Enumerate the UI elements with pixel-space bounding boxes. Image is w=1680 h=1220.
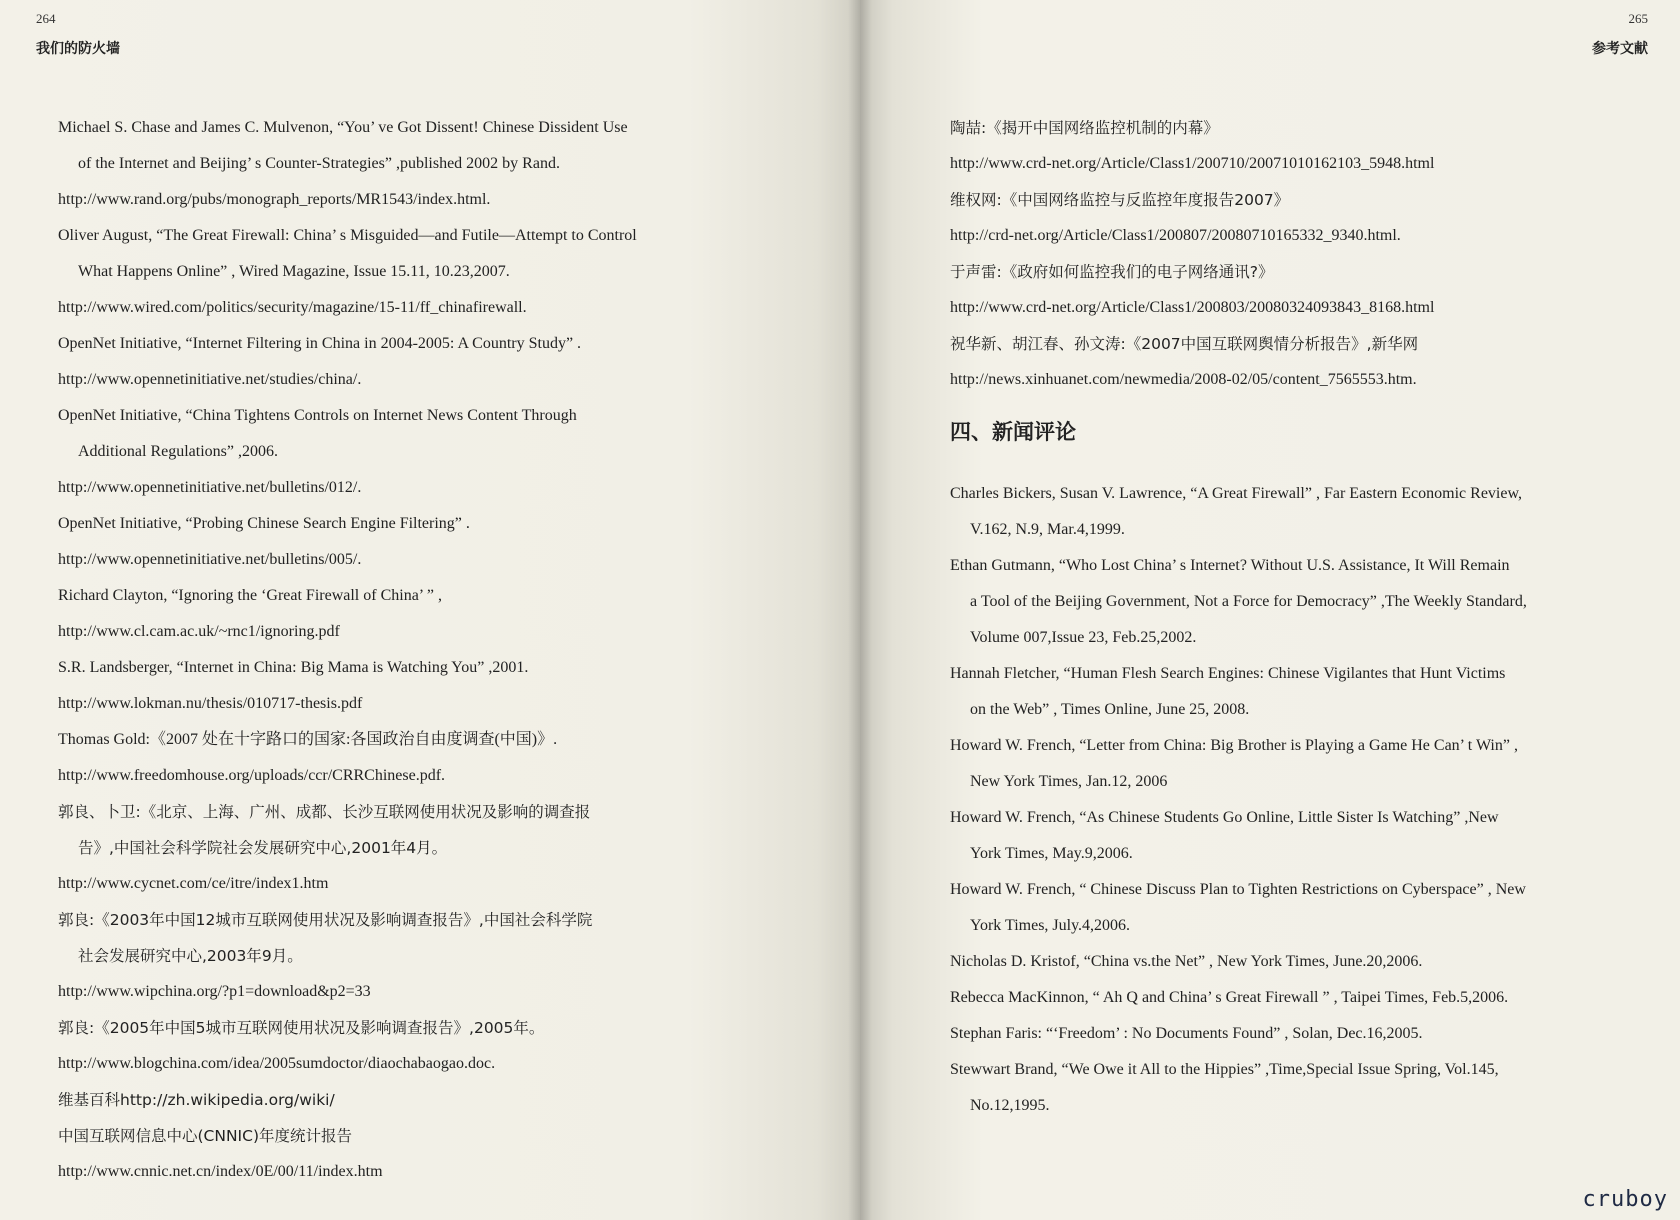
right-page	[860, 0, 1680, 1220]
running-head: 参考文献	[1592, 41, 1648, 57]
reference-line: of the Internet and Beijing’ s Counter-Strategies” ,published 2002 by Rand.	[78, 155, 560, 172]
reference-line: OpenNet Initiative, “Probing Chinese Search Engine Filtering” .	[58, 515, 470, 532]
reference-line: 于声雷:《政府如何监控我们的电子网络通讯?》	[950, 263, 1274, 281]
reference-group	[950, 476, 1645, 1124]
reference-list	[950, 110, 1645, 1124]
reference-line: on the Web” , Times Online, June 25, 2008.	[970, 701, 1250, 718]
reference-group	[950, 110, 1645, 398]
reference-line: Howard W. French, “ Chinese Discuss Plan to Tighten Restrictions on Cyberspace” , New	[950, 881, 1526, 898]
reference-line: 郭良:《2005年中国5城市互联网使用状况及影响调查报告》,2005年。	[58, 1019, 545, 1037]
reference-line: 郭良、卜卫:《北京、上海、广州、成都、长沙互联网使用状况及影响的调查报	[58, 803, 591, 821]
reference-line: Stewwart Brand, “We Owe it All to the Hippies” ,Time,Special Issue Spring, Vol.145,	[950, 1061, 1499, 1078]
reference-line: Charles Bickers, Susan V. Lawrence, “A Great Firewall” , Far Eastern Economic Review,	[950, 485, 1522, 502]
reference-line: Stephan Faris: “‘Freedom’ : No Documents Found” , Solan, Dec.16,2005.	[950, 1025, 1423, 1042]
reference-line: a Tool of the Beijing Government, Not a Force for Democracy” ,The Weekly Standard,	[970, 593, 1527, 610]
reference-line: Additional Regulations” ,2006.	[78, 443, 278, 460]
reference-line: S.R. Landsberger, “Internet in China: Big Mama is Watching You” ,2001.	[58, 659, 529, 676]
reference-line: Howard W. French, “As Chinese Students Go Online, Little Sister Is Watching” ,New	[950, 809, 1499, 826]
reference-line: Thomas Gold:《2007 处在十字路口的国家:各国政治自由度调查(中国)》.	[58, 731, 558, 748]
reference-line: 告》,中国社会科学院社会发展研究中心,2001年4月。	[78, 839, 448, 857]
reference-line: 郭良:《2003年中国12城市互联网使用状况及影响调查报告》,中国社会科学院	[58, 911, 593, 929]
reference-line: 陶喆:《揭开中国网络监控机制的内幕》	[950, 119, 1219, 137]
reference-line: Rebecca MacKinnon, “ Ah Q and China’ s Great Firewall ” , Taipei Times, Feb.5,2006.	[950, 989, 1509, 1006]
reference-line: New York Times, Jan.12, 2006	[970, 773, 1168, 790]
reference-line: 中国互联网信息中心(CNNIC)年度统计报告	[58, 1127, 353, 1145]
reference-line: Nicholas D. Kristof, “China vs.the Net” , New York Times, June.20,2006.	[950, 953, 1423, 970]
reference-line: http://www.crd-net.org/Article/Class1/200710/20071010162103_5948.html	[950, 155, 1435, 172]
reference-line: http://www.blogchina.com/idea/2005sumdoctor/diaochabaogao.doc.	[58, 1055, 496, 1072]
reference-line: http://www.lokman.nu/thesis/010717-thesis.pdf	[58, 695, 363, 712]
reference-line: Michael S. Chase and James C. Mulvenon, “You’ ve Got Dissent! Chinese Dissident Use	[58, 119, 628, 136]
reference-line: http://www.wipchina.org/?p1=download&p2=33	[58, 983, 371, 1000]
reference-line: 社会发展研究中心,2003年9月。	[78, 947, 303, 965]
page-number: 265	[1628, 11, 1648, 26]
reference-line: http://news.xinhuanet.com/newmedia/2008-02/05/content_7565553.htm.	[950, 371, 1417, 388]
reference-line: OpenNet Initiative, “China Tightens Controls on Internet News Content Through	[58, 407, 577, 424]
reference-line: No.12,1995.	[970, 1097, 1050, 1114]
reference-line: 维基百科http://zh.wikipedia.org/wiki/	[58, 1091, 335, 1109]
page-number: 264	[36, 11, 56, 26]
reference-line: V.162, N.9, Mar.4,1999.	[970, 521, 1125, 538]
reference-line: Volume 007,Issue 23, Feb.25,2002.	[970, 629, 1197, 646]
reference-line: http://www.cycnet.com/ce/itre/index1.htm	[58, 875, 329, 892]
reference-line: Oliver August, “The Great Firewall: China’ s Misguided—and Futile—Attempt to Control	[58, 227, 637, 244]
reference-line: 祝华新、胡江春、孙文涛:《2007中国互联网舆情分析报告》,新华网	[950, 335, 1419, 353]
reference-line: http://www.crd-net.org/Article/Class1/200803/20080324093843_8168.html	[950, 299, 1435, 316]
reference-line: York Times, May.9,2006.	[970, 845, 1133, 862]
reference-line: http://www.wired.com/politics/security/magazine/15-11/ff_chinafirewall.	[58, 299, 527, 316]
running-head: 我们的防火墙	[36, 41, 120, 57]
watermark: cruboy	[1582, 1187, 1668, 1212]
reference-line: http://crd-net.org/Article/Class1/200807/20080710165332_9340.html.	[950, 227, 1401, 244]
reference-line: What Happens Online” , Wired Magazine, Issue 15.11, 10.23,2007.	[78, 263, 510, 280]
reference-line: Ethan Gutmann, “Who Lost China’ s Internet? Without U.S. Assistance, It Will Remain	[950, 557, 1510, 574]
reference-line: http://www.rand.org/pubs/monograph_reports/MR1543/index.html.	[58, 191, 491, 208]
reference-line: 维权网:《中国网络监控与反监控年度报告2007》	[950, 191, 1290, 209]
reference-line: http://www.opennetinitiative.net/studies/china/.	[58, 371, 362, 388]
reference-line: OpenNet Initiative, “Internet Filtering in China in 2004-2005: A Country Study” .	[58, 335, 582, 352]
book-gutter	[848, 0, 872, 1220]
reference-line: http://www.opennetinitiative.net/bulletins/005/.	[58, 551, 362, 568]
reference-line: Howard W. French, “Letter from China: Big Brother is Playing a Game He Can’ t Win” ,	[950, 737, 1518, 754]
reference-line: http://www.cl.cam.ac.uk/~rnc1/ignoring.pdf	[58, 623, 340, 640]
reference-line: http://www.opennetinitiative.net/bulletins/012/.	[58, 479, 362, 496]
reference-line: Richard Clayton, “Ignoring the ‘Great Firewall of China’ ” ,	[58, 587, 443, 604]
reference-line: York Times, July.4,2006.	[970, 917, 1131, 934]
reference-line: http://www.freedomhouse.org/uploads/ccr/CRRChinese.pdf.	[58, 767, 446, 784]
reference-list	[58, 110, 743, 1190]
section-title: 四、新闻评论	[950, 420, 1076, 444]
reference-line: http://www.cnnic.net.cn/index/0E/00/11/index.htm	[58, 1163, 383, 1180]
reference-line: Hannah Fletcher, “Human Flesh Search Engines: Chinese Vigilantes that Hunt Victims	[950, 665, 1506, 682]
